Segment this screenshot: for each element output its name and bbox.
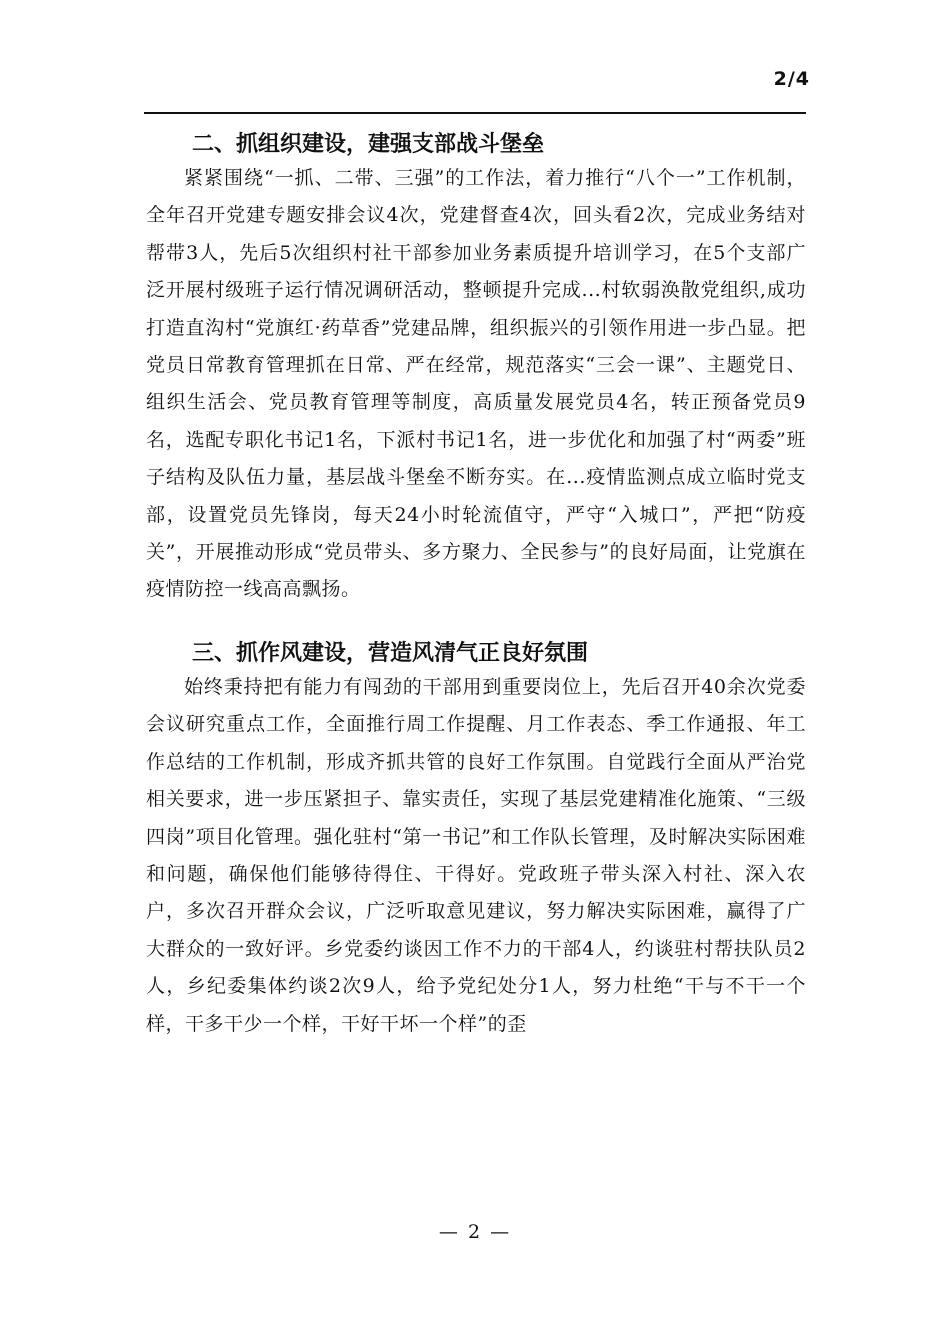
page-number: — 2 — bbox=[438, 1221, 512, 1243]
header-divider bbox=[144, 112, 806, 114]
page-counter: 2/4 bbox=[773, 68, 810, 90]
document-body bbox=[146, 118, 806, 1043]
section-heading-organization: 二、抓组织建设，建强支部战斗堡垒 bbox=[192, 132, 545, 157]
section-paragraph-work-style: 始终秉持把有能力有闯劲的干部用到重要岗位上，先后召开40余次党委会议研究重点工作，全面推行周工作提醒、月工作表态、季工作通报、年工作总结的工作机制，形成齐抓共管的良好工作氛围。自觉践行全面从严治党相关要求，进一步压紧担子、靠实责任，实现了基层党建精准化施策、“三级四岗”项目化管理。强化驻村“第一书记”和工作队长管理，及时解决实际困难和问题，确保他们能够待得住、干得好。党政班子带头深入村社、深入农户，多次召开群众会议，广泛听取意见建议，努力解决实际困难，赢得了广大群众的一致好评。乡党委约谈因工作不力的干部4人，约谈驻村帮扶队员2人，乡纪委集体约谈2次9人，给予党纪处分1人，努力杜绝“干与不干一个样，干多干少一个样，干好干坏一个样”的歪 bbox=[146, 675, 806, 1035]
section-paragraph-organization: 紧紧围绕“一抓、二带、三强”的工作法，着力推行“八个一”工作机制，全年召开党建专题安排会议4次，党建督查4次，回头看2次，完成业务结对帮带3人，先后5次组织村社干部参加业务素质提升培训学习，在5个支部广泛开展村级班子运行情况调研活动，整顿提升完成...村软弱涣散党组织,成功打造直沟村“党旗红·药草香”党建品牌，组织振兴的引领作用进一步凸显。把党员日常教育管理抓在日常、严在经常，规范落实“三会一课”、主题党日、组织生活会、党员教育管理等制度，高质量发展党员4名，转正预备党员9名，选配专职化书记1名，下派村书记1名，进一步优化和加强了村“两委”班子结构及队伍力量，基层战斗堡垒不断夯实。在...疫情监测点成立临时党支部，设置党员先锋岗，每天24小时轮流值守，严守“入城口”，严把“防疫关”，开展推动形成“党员带头、多方聚力、全民参与”的良好局面，让党旗在疫情防控一线高高飘扬。 bbox=[146, 167, 806, 601]
section-heading-work-style: 三、抓作风建设，营造风清气正良好氛围 bbox=[192, 640, 589, 666]
